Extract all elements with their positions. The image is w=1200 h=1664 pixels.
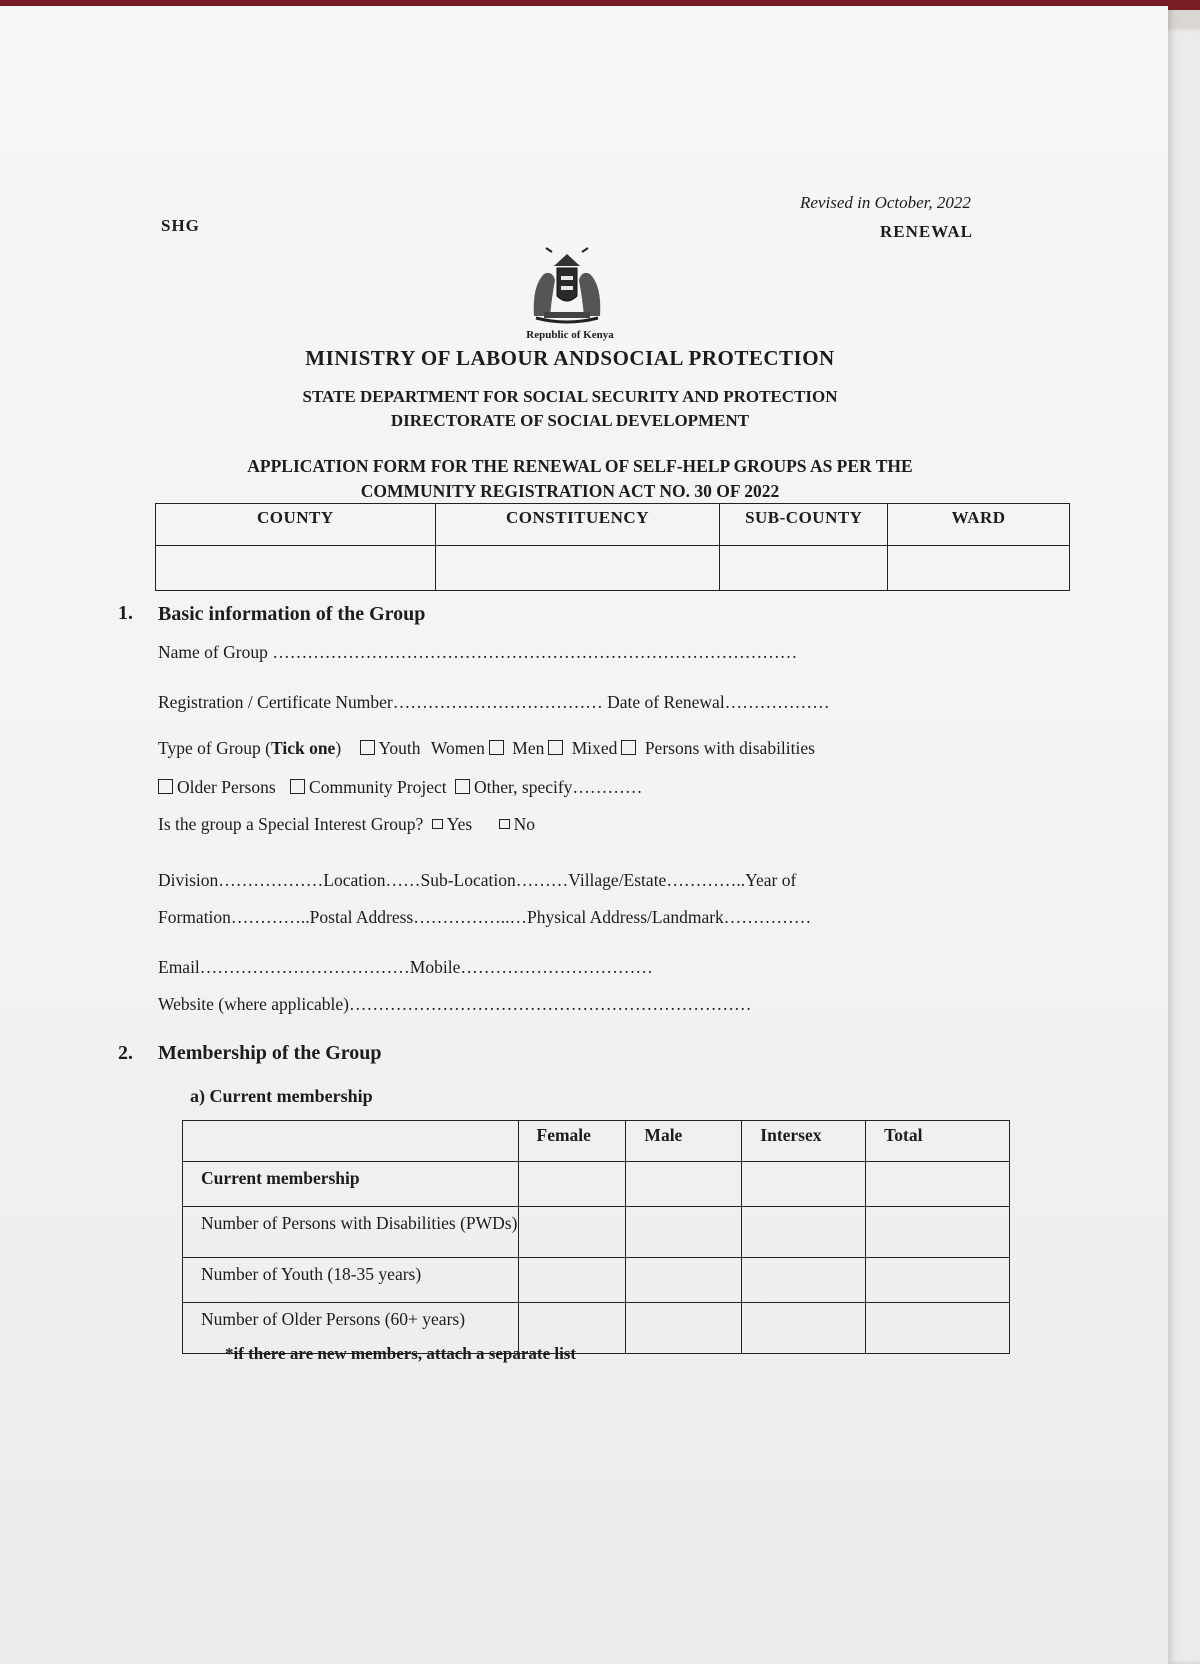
current-membership-subtitle: a) Current membership	[190, 1086, 373, 1106]
renewal-label: RENEWAL	[880, 222, 973, 241]
special-interest-question: Is the group a Special Interest Group?	[158, 814, 424, 834]
community-project-checkbox[interactable]	[290, 779, 305, 794]
row-label: Number of Youth (18-35 years)	[183, 1258, 519, 1303]
ward-header: WARD	[888, 504, 1070, 546]
intersex-cell[interactable]	[742, 1258, 866, 1303]
intersex-cell[interactable]	[742, 1162, 866, 1207]
men-checkbox[interactable]	[548, 740, 563, 755]
male-cell[interactable]	[626, 1303, 742, 1354]
other-specify-label: Other, specify…………	[474, 777, 643, 797]
location-table	[155, 503, 1070, 591]
sub-county-header: SUB-COUNTY	[720, 504, 888, 546]
website-field[interactable]: Website (where applicable)……………………………………………………………	[158, 994, 752, 1014]
form-title-line2: COMMUNITY REGISTRATION ACT NO. 30 OF 2022	[360, 481, 780, 501]
row-label: Number of Persons with Disabilities (PWDs)	[183, 1207, 519, 1258]
total-cell[interactable]	[866, 1207, 1010, 1258]
yes-checkbox[interactable]	[432, 819, 443, 829]
ministry-heading: MINISTRY OF LABOUR ANDSOCIAL PROTECTION	[305, 346, 835, 370]
form-title-line1: APPLICATION FORM FOR THE RENEWAL OF SELF-HELP GROUPS AS PER THE	[247, 456, 913, 476]
mixed-label: Mixed	[571, 738, 618, 758]
male-header: Male	[626, 1121, 742, 1162]
female-header: Female	[518, 1121, 626, 1162]
row-label: Current membership	[183, 1162, 519, 1207]
revision-note: Revised in October, 2022	[800, 193, 971, 212]
male-cell[interactable]	[626, 1258, 742, 1303]
special-interest-row	[158, 814, 535, 835]
mixed-checkbox[interactable]	[621, 740, 636, 755]
total-cell[interactable]	[866, 1162, 1010, 1207]
section1-title: Basic information of the Group	[158, 603, 426, 625]
no-checkbox[interactable]	[499, 819, 510, 829]
republic-label: Republic of Kenya	[526, 329, 614, 341]
total-header: Total	[866, 1121, 1010, 1162]
county-header: COUNTY	[156, 504, 436, 546]
male-cell[interactable]	[626, 1162, 742, 1207]
total-cell[interactable]	[866, 1303, 1010, 1354]
female-cell[interactable]	[518, 1258, 626, 1303]
blank-header	[183, 1121, 519, 1162]
youth-checkbox[interactable]	[360, 740, 375, 755]
intersex-cell[interactable]	[742, 1303, 866, 1354]
formation-address-field[interactable]: Formation…………..Postal Address……………..…Physical Address/Landmark……………	[158, 907, 812, 927]
county-field[interactable]	[156, 546, 436, 591]
older-persons-checkbox[interactable]	[158, 779, 173, 794]
registration-field[interactable]: Registration / Certificate Number……………………………… Date of Renewal………………	[158, 692, 830, 712]
male-cell[interactable]	[626, 1207, 742, 1258]
intersex-cell[interactable]	[742, 1207, 866, 1258]
table-row	[183, 1258, 1010, 1303]
group-type-label: Type of Group (	[158, 738, 271, 758]
women-checkbox[interactable]	[489, 740, 504, 755]
youth-label: Youth	[378, 738, 421, 758]
pwd-label: Persons with disabilities	[644, 738, 815, 758]
group-name-field[interactable]: Name of Group ………………………………………………………………………………	[158, 642, 798, 662]
men-label: Men	[512, 738, 545, 758]
no-label: No	[513, 814, 535, 834]
group-type-row: Type of Group (Tick one) Youth Women Men Mixed Persons with disabilities	[158, 738, 815, 758]
directorate-heading: DIRECTORATE OF SOCIAL DEVELOPMENT	[390, 411, 750, 430]
female-cell[interactable]	[518, 1162, 626, 1207]
section2-title: Membership of the Group	[158, 1042, 382, 1064]
constituency-field[interactable]	[435, 546, 720, 591]
female-cell[interactable]	[518, 1207, 626, 1258]
table-row	[183, 1162, 1010, 1207]
email-mobile-field[interactable]: Email………………………………Mobile……………………………	[158, 957, 653, 977]
intersex-header: Intersex	[742, 1121, 866, 1162]
ward-field[interactable]	[888, 546, 1070, 591]
tick-one-label: Tick one	[270, 738, 336, 758]
form-page	[0, 6, 1168, 1664]
form-code: SHG	[161, 216, 200, 235]
row-label: Number of Older Persons (60+ years)	[183, 1303, 519, 1354]
section2-number: 2.	[118, 1042, 133, 1064]
department-heading: STATE DEPARTMENT FOR SOCIAL SECURITY AND PROTECTION	[302, 387, 838, 406]
division-location-field[interactable]: Division………………Location……Sub-Location………Village/Estate…………..Year of	[158, 870, 797, 890]
women-label: Women	[430, 738, 485, 758]
membership-table	[182, 1120, 1010, 1354]
new-members-note: *if there are new members, attach a separate list	[225, 1344, 577, 1363]
sub-county-field[interactable]	[720, 546, 888, 591]
total-cell[interactable]	[866, 1258, 1010, 1303]
coat-of-arms-icon	[522, 246, 612, 326]
table-row	[183, 1207, 1010, 1258]
constituency-header: CONSTITUENCY	[435, 504, 720, 546]
yes-label: Yes	[446, 814, 473, 834]
community-project-label: Community Project	[309, 777, 447, 797]
older-persons-label: Older Persons	[177, 777, 276, 797]
group-type-row-2	[158, 777, 642, 798]
other-checkbox[interactable]	[455, 779, 470, 794]
section1-number: 1.	[118, 602, 133, 624]
